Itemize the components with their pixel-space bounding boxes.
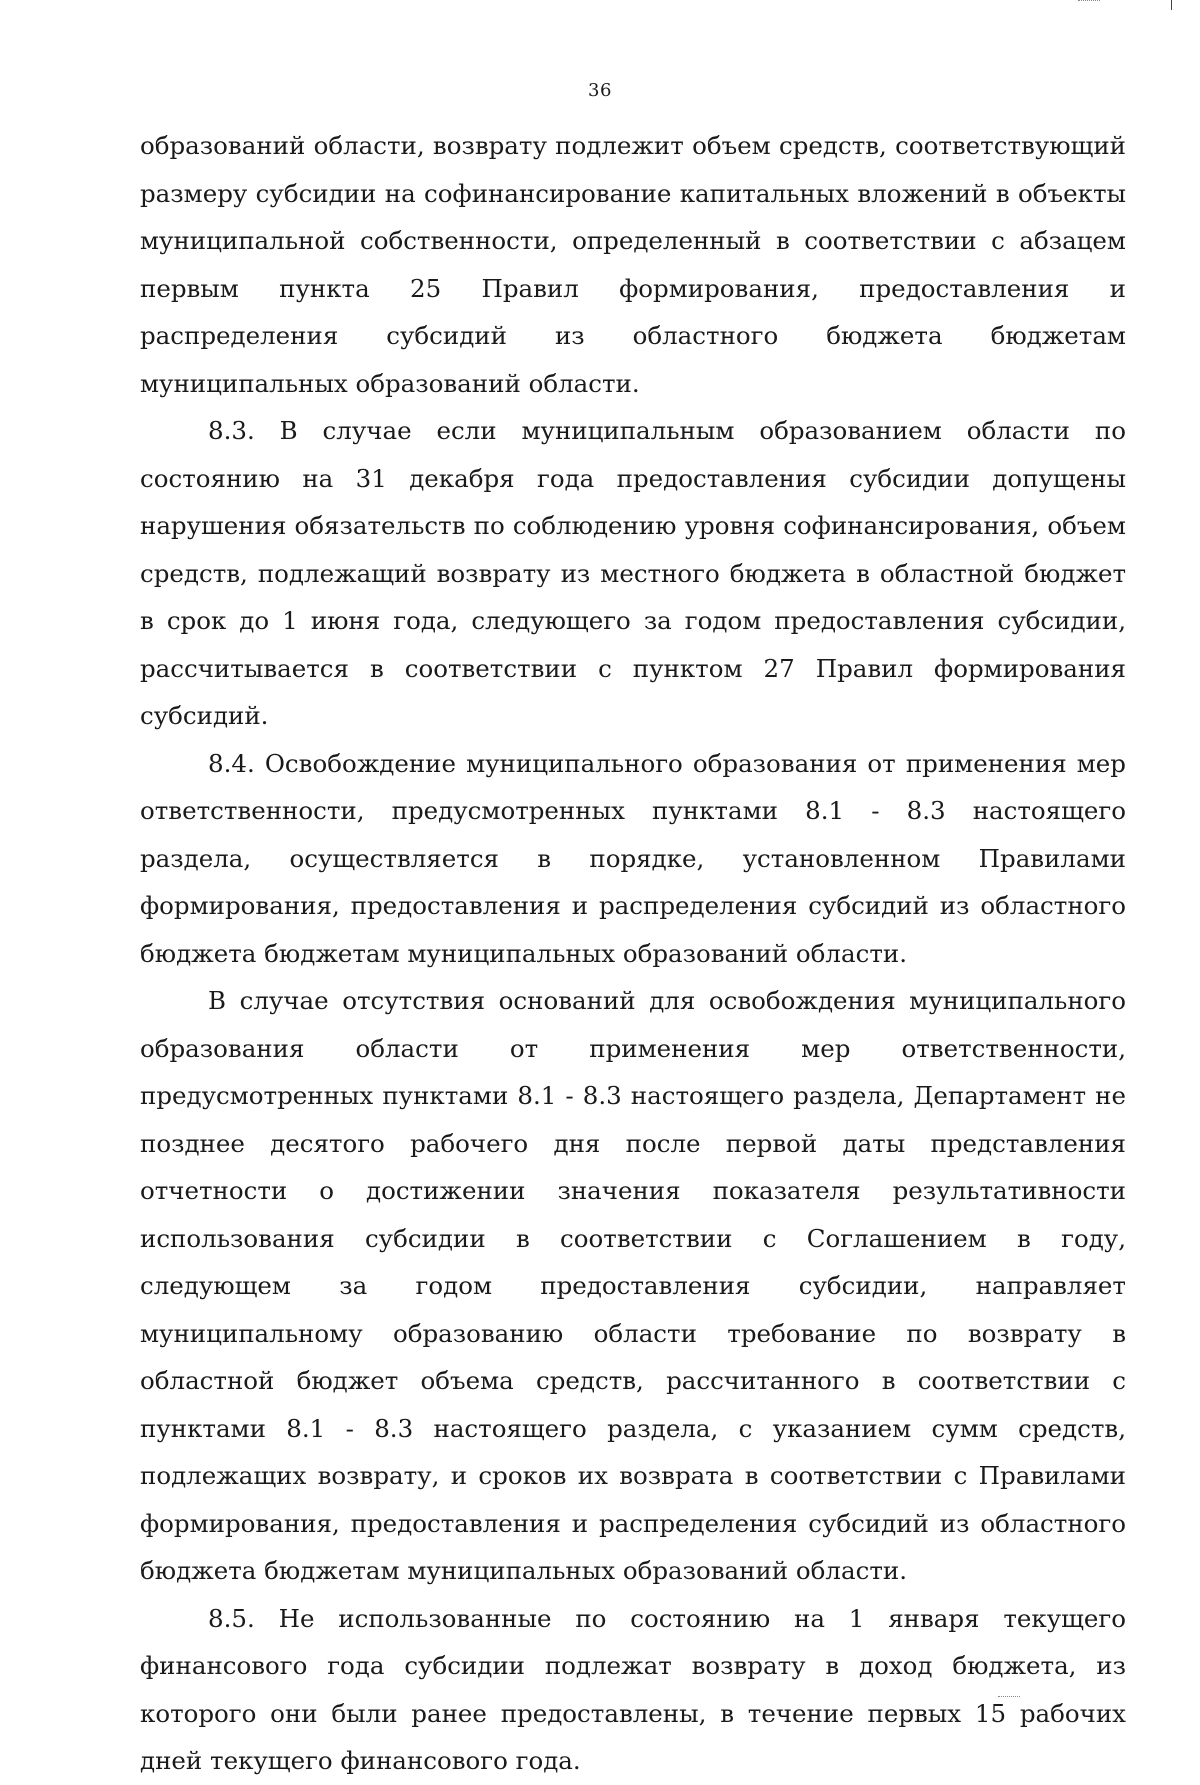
paragraph-continuation: образований области, возврату подлежит объем средств, соответствующий размеру субсидии на софинансирование капитальных вложений в объекты муниципальной собственности, определенный в соответствии с абзацем первым пункта 25 Правил формирования, предоставления и распределения субсидий из областного бюджета бюджетам муниципальных образований области. <box>140 131 1126 398</box>
paragraph-8-5: 8.5. Не использованные по состоянию на 1 января текущего финансового года субсидии подлежат возврату в доход бюджета, из которого они были ранее предоставлены, в течение первых 15 рабочих дней текущего финансового года. <box>140 1603 1126 1775</box>
scan-mark-top <box>1078 0 1100 4</box>
paragraph-8-4-requirement: В случае отсутствия оснований для освобождения муниципального образования области от применения мер ответственности, предусмотренных пунктами 8.1 - 8.3 настоящего раздела, Департамент не позднее десятого рабочего дня после первой даты представления отчетности о достижении значения показателя результативности использования субсидии в соответствии с Соглашением в году, следующем за годом предоставления субсидии, направляет муниципальному образованию области требование по возврату в областной бюджет объема средств, рассчитанного в соответствии с пунктами 8.1 - 8.3 настоящего раздела, с указанием сумм средств, подлежащих возврату, и сроков их возврата в соответствии с Правилами формирования, предоставления и распределения субсидий из областного бюджета бюджетам муниципальных образований области. <box>140 986 1126 1585</box>
scan-mark-bottom <box>998 1693 1020 1697</box>
paragraph-8-3: 8.3. В случае если муниципальным образованием области по состоянию на 31 декабря года предоставления субсидии допущены нарушения обязательств по соблюдению уровня софинансирования, объем средств, подлежащий возврату из местного бюджета в областной бюджет в срок до 1 июня года, следующего за годом предоставления субсидии, рассчитывается в соответствии с пунктом 27 Правил формирования субсидий. <box>140 416 1126 730</box>
page-number: 36 <box>588 80 612 101</box>
paragraph-8-4: 8.4. Освобождение муниципального образования от применения мер ответственности, предусмотренных пунктами 8.1 - 8.3 настоящего раздела, осуществляется в порядке, установленном Правилами формирования, предоставления и распределения субсидий из областного бюджета бюджетам муниципальных образований области. <box>140 748 1126 968</box>
document-body <box>140 122 1126 1785</box>
scan-mark-top-line <box>1171 0 1172 10</box>
